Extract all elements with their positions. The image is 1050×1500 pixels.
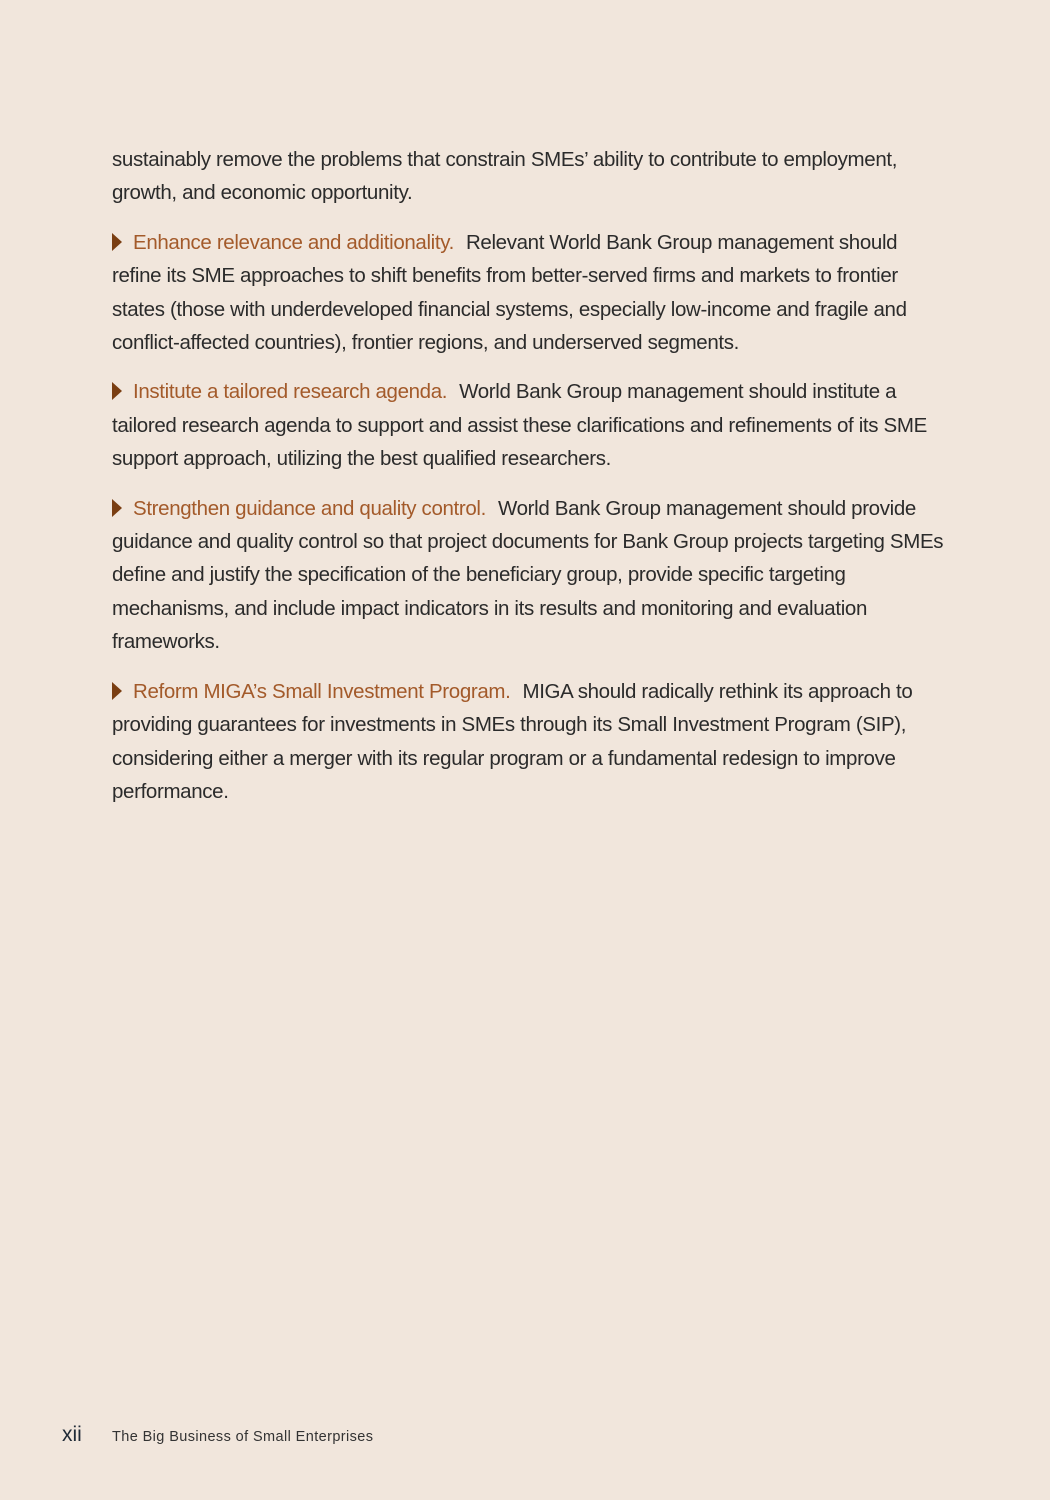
recommendation-text: MIGA should radically rethink its approach to providing guarantees for investments in SMEs through its Small Investment Program (SIP), considering either a merger with its regular program or a fundamental redesign to improve performance.	[112, 679, 913, 803]
recommendation-heading: Enhance relevance and additionality.	[133, 230, 454, 254]
recommendation-heading: Reform MIGA’s Small Investment Program.	[133, 679, 511, 703]
recommendation-item	[112, 226, 950, 360]
recommendation-text: World Bank Group management should institute a tailored research agenda to support and assist these clarifications and refinements of its SME support approach, utilizing the best qualified researchers.	[112, 380, 927, 471]
triangle-right-icon	[112, 682, 122, 700]
recommendation-item	[112, 675, 950, 809]
running-title: The Big Business of Small Enterprises	[112, 1429, 374, 1445]
triangle-right-icon	[112, 499, 122, 517]
recommendation-text: Relevant World Bank Group management should refine its SME approaches to shift benefits from better-served firms and markets to frontier states (those with underdeveloped financial systems, especially low-income and fragile and conflict-affected countries), frontier regions, and underserved segments.	[112, 230, 907, 355]
page-footer	[62, 1423, 373, 1447]
recommendation-heading: Strengthen guidance and quality control.	[133, 496, 486, 520]
page-number: xii	[62, 1423, 82, 1446]
recommendation-text: World Bank Group management should provide guidance and quality control so that project documents for Bank Group projects targeting SMEs define and justify the specification of the beneficiary group, provide specific targeting mechanisms, and include impact indicators in its results and monitoring and evaluation frameworks.	[112, 496, 944, 654]
triangle-right-icon	[112, 382, 122, 400]
recommendation-item	[112, 375, 950, 475]
intro-paragraph: sustainably remove the problems that constrain SMEs’ ability to contribute to employment, growth, and economic opportunity.	[112, 148, 898, 205]
triangle-right-icon	[112, 233, 122, 251]
recommendation-heading: Institute a tailored research agenda.	[133, 380, 448, 404]
recommendation-item	[112, 492, 950, 659]
main-content	[112, 143, 950, 824]
